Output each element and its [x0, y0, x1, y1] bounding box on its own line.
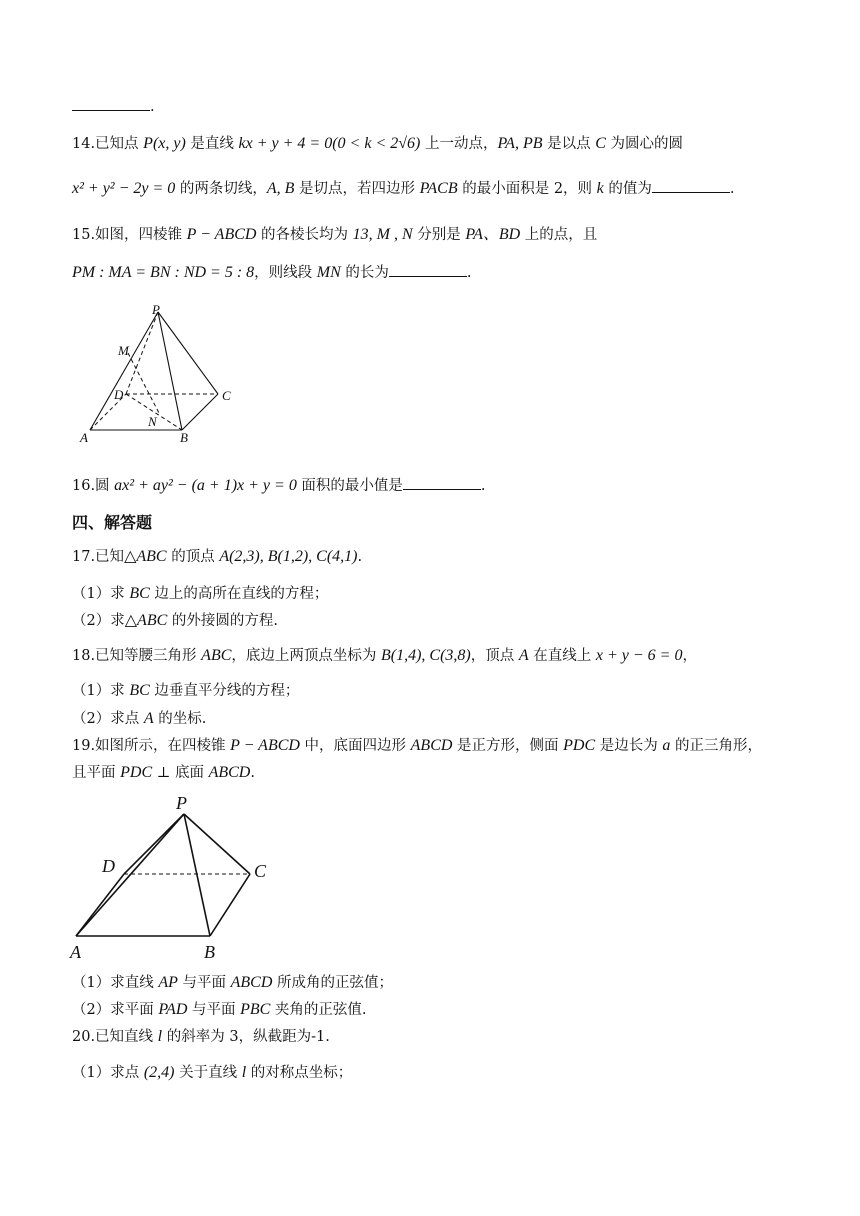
text-run: 中，底面四边形 — [299, 738, 411, 754]
q20-part1 — [72, 1062, 800, 1084]
text-run: 是以点 — [542, 136, 596, 152]
math-expression: PAD — [158, 1001, 188, 1018]
math-expression: (2,4) — [143, 1064, 175, 1081]
text-run: . — [357, 549, 363, 565]
text-run: （1）求 — [72, 683, 130, 699]
math-expression: a — [662, 737, 671, 754]
q15-line1 — [72, 224, 800, 246]
text-run: 分别是 — [412, 227, 466, 243]
q19-part2 — [72, 999, 800, 1021]
text-run: 20.已知直线 — [72, 1029, 158, 1045]
text-run: （2）求平面 — [72, 1002, 159, 1018]
label-A: A — [80, 430, 88, 445]
q19-part1 — [72, 972, 800, 994]
math-expression: PM : MA = BN : ND = 5 : 8 — [72, 264, 255, 281]
math-expression: k — [596, 180, 604, 197]
math-expression: 13, M , N — [352, 226, 413, 243]
top-answer-blank — [72, 96, 800, 118]
q15-line2 — [72, 262, 800, 284]
text-run: 的外接圆的方程. — [167, 613, 278, 629]
text-run: ，底边上两顶点坐标为 — [231, 648, 381, 664]
text-run: ，则线段 — [254, 265, 317, 281]
text-run: ， — [682, 648, 697, 664]
q18-line1 — [72, 645, 800, 667]
label-P: P — [152, 302, 160, 317]
text-run: 与平面 — [177, 975, 231, 991]
math-expression: MN — [316, 264, 341, 281]
text-run: 与平面 — [187, 1002, 241, 1018]
q19-pyramid-figure — [70, 794, 290, 964]
math-expression: x² + y² − 2y = 0 — [72, 180, 176, 197]
answer-blank — [652, 178, 730, 193]
text-run: 上的点，且 — [520, 227, 598, 243]
section-heading: 四、解答题 — [72, 513, 153, 532]
text-run: 14.已知点 — [72, 136, 144, 152]
q16-line1 — [72, 475, 800, 497]
q14-line1 — [72, 133, 800, 155]
text-run: 是直线 — [185, 136, 239, 152]
label-C: C — [222, 388, 231, 403]
math-expression: A — [143, 710, 154, 727]
math-expression: P − ABCD — [186, 226, 257, 243]
label-A: A — [70, 942, 81, 962]
math-expression: B(1,4), C(3,8) — [381, 647, 471, 664]
text-run: （1）求直线 — [72, 975, 159, 991]
text-run: 上一动点， — [420, 136, 498, 152]
math-expression: P − ABCD — [230, 737, 300, 754]
text-run: 是正方形，侧面 — [452, 738, 564, 754]
q15-pyramid-figure — [78, 300, 248, 450]
q19-line2 — [72, 762, 800, 784]
math-expression: BC — [129, 585, 150, 602]
label-D: D — [114, 387, 124, 402]
text-run: 在直线上 — [528, 648, 596, 664]
period: . — [150, 99, 155, 115]
label-C: C — [254, 861, 267, 881]
text-run: 的顶点 — [166, 549, 220, 565]
text-run: （2）求 — [72, 613, 125, 629]
q19-line1 — [72, 735, 800, 757]
math-expression: AP — [158, 974, 178, 991]
text-run: 17.已知 — [72, 549, 125, 565]
label-M: M — [118, 343, 129, 358]
q14-line2 — [72, 178, 800, 200]
q20-line1 — [72, 1026, 800, 1048]
math-expression: △ABC — [124, 548, 167, 565]
label-P: P — [176, 793, 187, 813]
q17-part2 — [72, 610, 800, 632]
text-run: 是切点，若四边形 — [294, 181, 420, 197]
math-expression: l — [157, 1028, 163, 1045]
text-run: 的各棱长均为 — [256, 227, 353, 243]
text-run: 为圆心的圆 — [605, 136, 683, 152]
text-run: 的最小面积是 2，则 — [457, 181, 597, 197]
label-N: N — [148, 414, 157, 429]
text-run: 所成角的正弦值； — [272, 975, 393, 991]
text-run: 的坐标. — [153, 711, 207, 727]
text-run: 的正三角形， — [670, 738, 762, 754]
text-run: （2）求点 — [72, 711, 144, 727]
text-run: ⊥ 底面 — [152, 765, 209, 781]
math-expression: A(2,3), B(1,2), C(4,1) — [219, 548, 358, 565]
q17-part1 — [72, 583, 800, 605]
math-expression: l — [241, 1064, 247, 1081]
text-run: . — [466, 265, 472, 281]
text-run: 的对称点坐标； — [246, 1065, 353, 1081]
math-expression: ABC — [201, 647, 232, 664]
math-expression: PBC — [240, 1001, 271, 1018]
math-expression: P(x, y) — [143, 135, 186, 152]
text-run: （1）求点 — [72, 1065, 144, 1081]
answer-blank — [72, 96, 150, 111]
math-expression: x + y − 6 = 0 — [595, 647, 683, 664]
q18-part2 — [72, 708, 800, 730]
answer-blank — [403, 475, 481, 490]
text-run: （1）求 — [72, 586, 130, 602]
text-run: 关于直线 — [174, 1065, 242, 1081]
text-run: 夹角的正弦值. — [270, 1002, 367, 1018]
q17-line1 — [72, 546, 800, 568]
math-expression: PDC — [120, 764, 153, 781]
text-run: 的两条切线， — [175, 181, 267, 197]
math-expression: PA、BD — [465, 226, 521, 243]
math-expression: ABCD — [208, 764, 251, 781]
text-run: 18.已知等腰三角形 — [72, 648, 202, 664]
math-expression: C — [595, 135, 606, 152]
math-expression: PACB — [419, 180, 458, 197]
text-run: 的斜率为 3，纵截距为-1. — [162, 1029, 330, 1045]
math-expression: PDC — [563, 737, 596, 754]
answer-blank — [389, 262, 467, 277]
text-run: ，顶点 — [470, 648, 519, 664]
text-run: 的长为 — [340, 265, 389, 281]
math-expression: ax² + ay² − (a + 1)x + y = 0 — [114, 477, 297, 494]
text-run: 是边长为 — [595, 738, 663, 754]
text-run: 的值为 — [603, 181, 652, 197]
math-expression: ABCD — [410, 737, 453, 754]
text-run: 且平面 — [72, 765, 121, 781]
text-run: 19.如图所示，在四棱锥 — [72, 738, 231, 754]
text-run: 15.如图，四棱锥 — [72, 227, 187, 243]
math-expression: ABCD — [230, 974, 273, 991]
text-run: 16.圆 — [72, 478, 115, 494]
text-run: 边上的高所在直线的方程； — [149, 586, 329, 602]
math-expression: A, B — [266, 180, 295, 197]
q18-part1 — [72, 680, 800, 702]
text-run: . — [729, 181, 735, 197]
label-B: B — [180, 430, 188, 445]
math-expression: A — [518, 647, 529, 664]
math-expression: BC — [129, 682, 150, 699]
text-run: 边垂直平分线的方程； — [149, 683, 300, 699]
text-run: . — [480, 478, 486, 494]
text-run: 面积的最小值是 — [296, 478, 403, 494]
text-run: . — [250, 765, 255, 781]
label-D: D — [102, 856, 115, 876]
label-B: B — [204, 942, 215, 962]
math-expression: PA, PB — [497, 135, 543, 152]
math-expression: kx + y + 4 = 0(0 < k < 2√6) — [238, 135, 421, 152]
math-expression: △ABC — [124, 612, 168, 629]
